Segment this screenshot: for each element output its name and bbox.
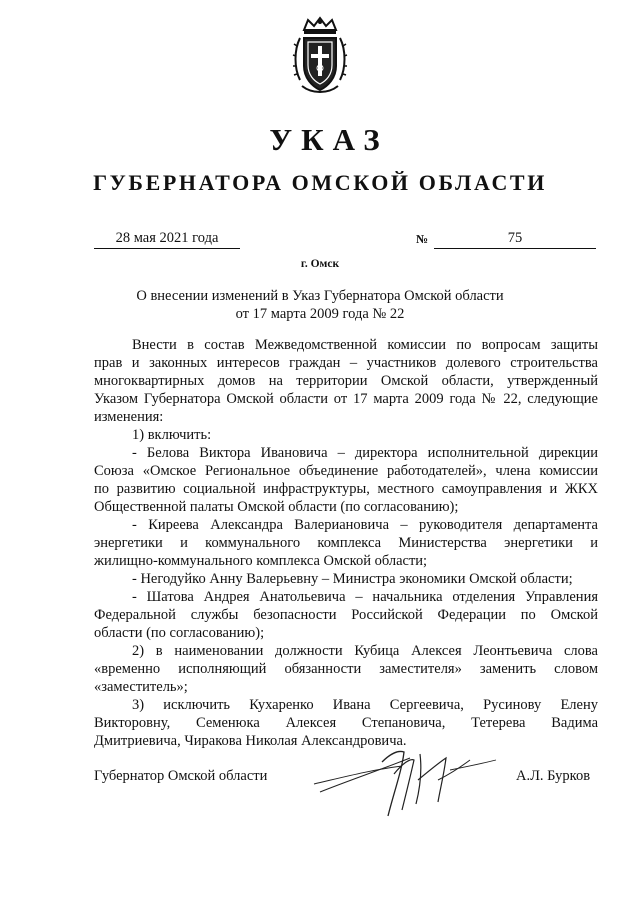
- signer-name: А.Л. Бурков: [516, 768, 591, 784]
- subject-line: О внесении изменений в Указ Губернатора Омской области: [136, 288, 504, 304]
- body-line: Федеральной службы безопасности Российской Федерации по Омской: [94, 607, 598, 623]
- body-line: энергетики и коммунального комплекса Министерства энергетики и: [94, 535, 598, 551]
- signer-position: Губернатор Омской области: [94, 768, 268, 784]
- decree-title: УКАЗ: [269, 122, 389, 157]
- number-label: №: [416, 232, 429, 246]
- decree-subject: [120, 287, 520, 323]
- body-line: изменения:: [94, 409, 164, 425]
- coat-of-arms-icon: [292, 16, 348, 98]
- body-line: Дмитриевича, Чиракова Николая Александровича.: [94, 733, 407, 749]
- body-line: по развитию социальной инфраструктуры, местного самоуправления и ЖКХ: [94, 481, 598, 497]
- body-line: Внести в состав Межведомственной комиссии по вопросам защиты: [132, 337, 598, 353]
- body-line: 3) исключить Кухаренко Ивана Сергеевича, Русинову Елену: [132, 697, 598, 713]
- decree-issuer: ГУБЕРНАТОРА ОМСКОЙ ОБЛАСТИ: [93, 170, 547, 195]
- subject-line: от 17 марта 2009 года № 22: [235, 306, 405, 322]
- body-line: - Белова Виктора Ивановича – директора исполнительной дирекции: [132, 445, 598, 461]
- body-line: многоквартирных домов на территории Омской области, утвержденный: [94, 373, 598, 389]
- body-line: 1) включить:: [132, 427, 212, 443]
- signature-image: [310, 740, 500, 820]
- body-line: Союза «Омское Региональное объединение работодателей», члена комиссии: [94, 463, 598, 479]
- decree-body: [94, 336, 598, 750]
- decree-date: 28 мая 2021 года: [94, 230, 240, 249]
- body-line: «заместитель»;: [94, 679, 188, 695]
- city: г. Омск: [300, 258, 340, 270]
- body-line: - Киреева Александра Валериановича – руководителя департамента: [132, 517, 598, 533]
- body-line: Викторовну, Семенюка Алексея Степановича, Тетерева Вадима: [94, 715, 598, 731]
- body-line: прав и законных интересов граждан – участников долевого строительства: [94, 355, 598, 371]
- body-line: 2) в наименовании должности Кубица Алексея Леонтьевича слова: [132, 643, 598, 659]
- body-line: области (по согласованию);: [94, 625, 265, 641]
- body-line: Общественной палаты Омской области (по согласованию);: [94, 499, 459, 515]
- body-line: - Негодуйко Анну Валерьевну – Министра экономики Омской области;: [132, 571, 573, 587]
- body-line: - Шатова Андрея Анатольевича – начальника отделения Управления: [132, 589, 598, 605]
- body-line: «временно исполняющий обязанности заместителя» заменить словом: [94, 661, 598, 677]
- body-line: жилищно-коммунального комплекса Омской области;: [94, 553, 428, 569]
- decree-number: 75: [434, 230, 596, 249]
- body-line: Указом Губернатора Омской области от 17 марта 2009 года № 22, следующие: [94, 391, 598, 407]
